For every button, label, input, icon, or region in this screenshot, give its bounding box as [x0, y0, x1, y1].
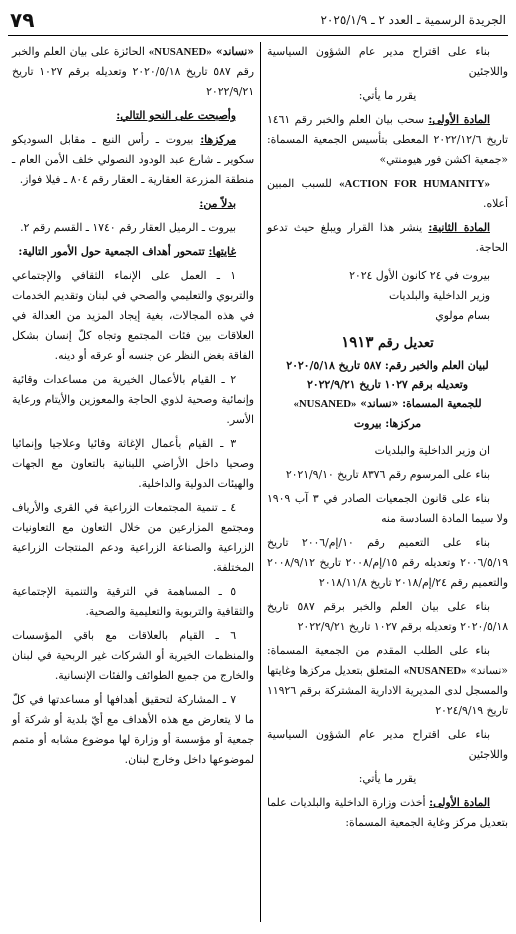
instead-text: بيروت ـ الرميل العقار رقم ١٧٤٠ ـ القسم رقم ٢.: [20, 221, 236, 234]
instead-label: بدلاً من:: [199, 197, 236, 210]
left-column: [12, 42, 260, 922]
amendment-sub-1: لبيان العلم والخبر رقم: ٥٨٧ تاريخ ٢٠٢٠/٥/١٨: [286, 359, 489, 372]
right-column: [260, 42, 508, 922]
goals-text: تتمحور أهداف الجمعية حول الأمور التالية:: [18, 245, 209, 258]
minister-name: بسام مولوي: [435, 309, 490, 322]
latin-name: «NUSANED»: [293, 398, 357, 410]
latin-name: «ACTION FOR HUMANITY»: [339, 178, 490, 190]
decides-line: يقرر ما يأتي:: [358, 89, 417, 102]
basis-text: بناء على الطلب المقدم من الجمعية المسماة: «نساند»: [267, 644, 508, 677]
amendment-label: تعديل رقم: [373, 336, 434, 351]
hq-paragraph: [12, 130, 254, 190]
decides-line: يقرر ما يأتي:: [358, 772, 417, 785]
paragraph: بناء على اقتراح مدير عام الشؤون السياسية واللاجئين: [267, 45, 508, 78]
minister-title: وزير الداخلية والبلديات: [389, 289, 490, 302]
article-label: المادة الثانية:: [428, 221, 490, 234]
became-heading: وأصبحت على النحو التالي:: [116, 109, 236, 122]
latin-name: «NUSANED»: [403, 665, 467, 677]
basis-2: بناء على قانون الجمعيات الصادر في ٣ آب ١٩٠٩ ولا سيما المادة السادسة منه: [267, 492, 508, 525]
article-text: أخذت وزارة الداخلية والبلديات علما بتعديل مركز وغاية الجمعية المسماة:: [267, 796, 508, 829]
goals-paragraph: [12, 242, 254, 262]
article-one-b: [267, 793, 508, 833]
goal-5: ٥ ـ المساهمة في الترقية والتنمية الإجتماعية والثقافية والتربوية والتعليمية والصحية.: [12, 585, 254, 618]
goal-4: ٤ ـ تنمية المجتمعات الزراعية في القرى والأرياف ومجتمع المزارعين من خلال التعاون مع التعاونيات الزراعية والصناعة الزراعية ودعم المنتجات الزراعية المختلفة.: [12, 501, 254, 574]
date-place: بيروت في ٢٤ كانون الأول ٢٠٢٤: [349, 269, 490, 282]
amendment-title: [267, 332, 508, 354]
basis-text: المتعلق بتعديل مركزها وغايتها والمسجل لدى المديرية الادارية المشتركة برقم ١١٩٢٦ تاريخ ٢٠٢٤/٩/١٩: [267, 664, 508, 717]
minister-intro: ان وزير الداخلية والبلديات: [374, 444, 490, 457]
amendment-sub-4: مركزها: بيروت: [353, 417, 422, 430]
article-two: [267, 218, 508, 258]
assoc-text: الحائزة على بيان العلم والخبر رقم ٥٨٧ تاريخ ٢٠٢٠/٥/١٨ وتعديله برقم ١٠٢٧ تاريخ ٢٠٢٢/٩/٢١: [12, 45, 254, 98]
assoc-name: للجمعية المسماة: «نساند»: [356, 397, 482, 410]
assoc-paragraph: [12, 42, 254, 102]
goal-6: ٦ ـ القيام بالعلاقات مع باقي المؤسسات والمنظمات الخيرية أو الشركات غير الربحية في لبنان والخارج من جميع الطوائف والفئات الإنسانية.: [12, 629, 254, 682]
latin-name: «NUSANED»: [148, 46, 212, 58]
article-text: ينشر هذا القرار ويبلغ حيث تدعو الحاجة.: [267, 221, 508, 254]
issue-info: الجريدة الرسمية ـ العدد ٢ ـ ٢٠٢٥/١/٩: [320, 13, 506, 27]
goal-1: ١ ـ العمل على الإنماء الثقافي والإجتماعي والتربوي والتعليمي والصحي في لبنان وتقديم الخدمات في هذه المجالات، بغية إيجاد المزيد من العدالة في العلاقات بين فئات المجتمع وتجاه كلّ إنسان بشكل الفاقة بغض النظر عن جنسه أو عرقه أو دينه.: [12, 269, 254, 362]
hq-text: بيروت ـ رأس النبع ـ مقابل السوديكو سكوير ـ شارع عبد الودود النصولي خلف الأمن العام ـ منطقة المزرعة العقارية ـ العقار رقم ٨٠٤ ـ فيلا فواز.: [12, 133, 254, 186]
article-one: [267, 110, 508, 170]
article-tail: للسبب المبين أعلاه.: [267, 177, 508, 210]
hq-label: مركزها:: [200, 133, 236, 146]
amendment-number: ١٩١٣: [341, 333, 374, 351]
assoc-name: «نساند»: [211, 45, 254, 58]
goal-7: ٧ ـ المشاركة لتحقيق أهدافها أو مساعدتها في كلّ ما لا يتعارض مع هذه الأهداف مع أيّ بلدية أو شركة أو جمعية أو مؤسسة أو وزارة لها موضوع مشابه أو متمم لموضوعها داخل وخارج لبنان.: [12, 693, 254, 766]
goals-label: غايتها:: [208, 245, 236, 258]
amendment-sub-2: وتعديله برقم ١٠٢٧ تاريخ ٢٠٢٢/٩/٢١: [307, 378, 468, 391]
basis-1: بناء على المرسوم رقم ٨٣٧٦ تاريخ ٢٠٢١/٩/١٠: [285, 468, 490, 481]
article-text: سحب بيان العلم والخبر رقم ١٤٦١ تاريخ ٢٠٢٢/١٢/٦ المعطى بتأسيس الجمعية المسماة: «جمعية اكشن فور هيومنتي»: [267, 113, 508, 166]
basis-3: بناء على التعميم رقم ١٠/إم/٢٠٠٦ تاريخ ٢٠٠٦/٥/١٩ وتعديله رقم ١٥/إم/٢٠٠٨ تاريخ ٢٠٠٨/٩/١٢ والتعميم رقم ٢٤/إم/٢٠١٨ تاريخ ٢٠١٨/١١/٨: [267, 536, 508, 589]
page-header: [8, 8, 508, 36]
article-one-cont: [267, 174, 508, 214]
article-label: المادة الأولى:: [429, 796, 490, 809]
goal-2: ٢ ـ القيام بالأعمال الخيرية من مساعدات وقائية وإنمائية وصحية لذوي الحاجة والمعوزين والأيتام ورعاية الأسر.: [12, 373, 254, 426]
two-column-body: [8, 42, 508, 922]
basis-6: بناء على اقتراح مدير عام الشؤون السياسية واللاجئين: [267, 728, 508, 761]
basis-4: بناء على بيان العلم والخبر برقم ٥٨٧ تاريخ ٢٠٢٠/٥/١٨ وتعديله برقم ١٠٢٧ تاريخ ٢٠٢٢/٩/٢١: [267, 600, 508, 633]
basis-5: [267, 641, 508, 721]
page-number: ٧٩: [10, 8, 35, 32]
article-label: المادة الأولى:: [428, 113, 490, 126]
goal-3: ٣ ـ القيام بأعمال الإغاثة وقائيا وعلاجيا وإنمائيا وصحيا داخل الأراضي اللبنانية بالتعاون مع الجهات والهيئات الدولية والداخلية.: [12, 437, 254, 490]
amendment-sub-3: [267, 394, 508, 414]
